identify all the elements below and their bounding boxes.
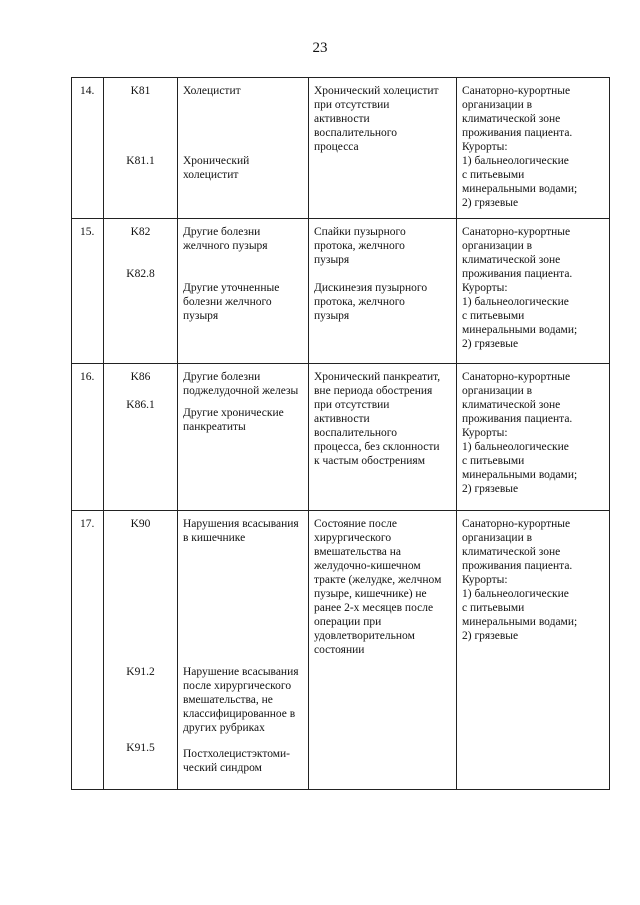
icd-code: K91.2 [126, 666, 155, 678]
table-row [72, 364, 610, 511]
icd-code-cell [104, 219, 178, 364]
row-number: 17. [72, 511, 104, 790]
disease-name: Другие хронические панкреатиты [183, 407, 284, 433]
disease-name: Постхолецистэктоми- ческий синдром [183, 748, 290, 774]
icd-code: K82 [130, 226, 151, 238]
icd-code: K81 [130, 85, 151, 97]
row-number: 16. [72, 364, 104, 511]
disease-name: Нарушение всасывания после хирургического вмешательства, не классифицированное в других рубриках [183, 666, 299, 734]
disease-name: Хронический холецистит [183, 155, 250, 181]
condition-cell: Состояние после хирургического вмешательства на желудочно-кишечном тракте (желудке, желчном пузыре, кишечнике) не ранее 2-х месяцев после операции при удовлетворительном состоянии [309, 511, 457, 790]
resort-cell: Санаторно-курортные организации в климатической зоне проживания пациента. Курорты: 1) бальнеологические с питьевыми минеральными водами; 2) грязевые [457, 511, 610, 790]
icd-code: K90 [130, 518, 151, 530]
condition-text: Спайки пузырного протока, желчного пузыря [314, 226, 406, 266]
table-row [72, 511, 610, 790]
icd-code-cell [104, 364, 178, 511]
icd-code-cell [104, 511, 178, 790]
icd-code: K81.1 [126, 155, 155, 167]
disease-cell [178, 219, 309, 364]
row-number: 15. [72, 219, 104, 364]
icd-code: K86 [130, 371, 151, 383]
condition-cell [309, 219, 457, 364]
condition-cell: Хронический панкреатит, вне периода обострения при отсутствии активности воспалительного процесса, без склонности к частым обострениям [309, 364, 457, 511]
disease-name: Нарушения всасывания в кишечнике [183, 518, 299, 544]
resort-indications-table [71, 77, 610, 790]
disease-name: Другие болезни желчного пузыря [183, 226, 268, 252]
icd-code: K86.1 [126, 399, 155, 411]
disease-name: Другие болезни поджелудочной железы [183, 371, 299, 397]
disease-name: Другие уточненные болезни желчного пузыря [183, 282, 280, 322]
icd-code-cell [104, 78, 178, 219]
icd-code: K91.5 [126, 742, 155, 754]
disease-cell [178, 78, 309, 219]
table-row [72, 219, 610, 364]
resort-cell: Санаторно-курортные организации в климатической зоне проживания пациента. Курорты: 1) бальнеологические с питьевыми минеральными водами; 2) грязевые [457, 78, 610, 219]
table-row [72, 78, 610, 219]
resort-cell: Санаторно-курортные организации в климатической зоне проживания пациента. Курорты: 1) бальнеологические с питьевыми минеральными водами; 2) грязевые [457, 364, 610, 511]
row-number: 14. [72, 78, 104, 219]
condition-text: Дискинезия пузырного протока, желчного пузыря [314, 282, 428, 322]
disease-name: Холецистит [183, 85, 241, 97]
condition-cell: Хронический холецистит при отсутствии активности воспалительного процесса [309, 78, 457, 219]
page-number: 23 [312, 40, 328, 56]
disease-cell [178, 511, 309, 790]
icd-code: K82.8 [126, 268, 155, 280]
resort-cell: Санаторно-курортные организации в климатической зоне проживания пациента. Курорты: 1) бальнеологические с питьевыми минеральными водами; 2) грязевые [457, 219, 610, 364]
disease-cell [178, 364, 309, 511]
